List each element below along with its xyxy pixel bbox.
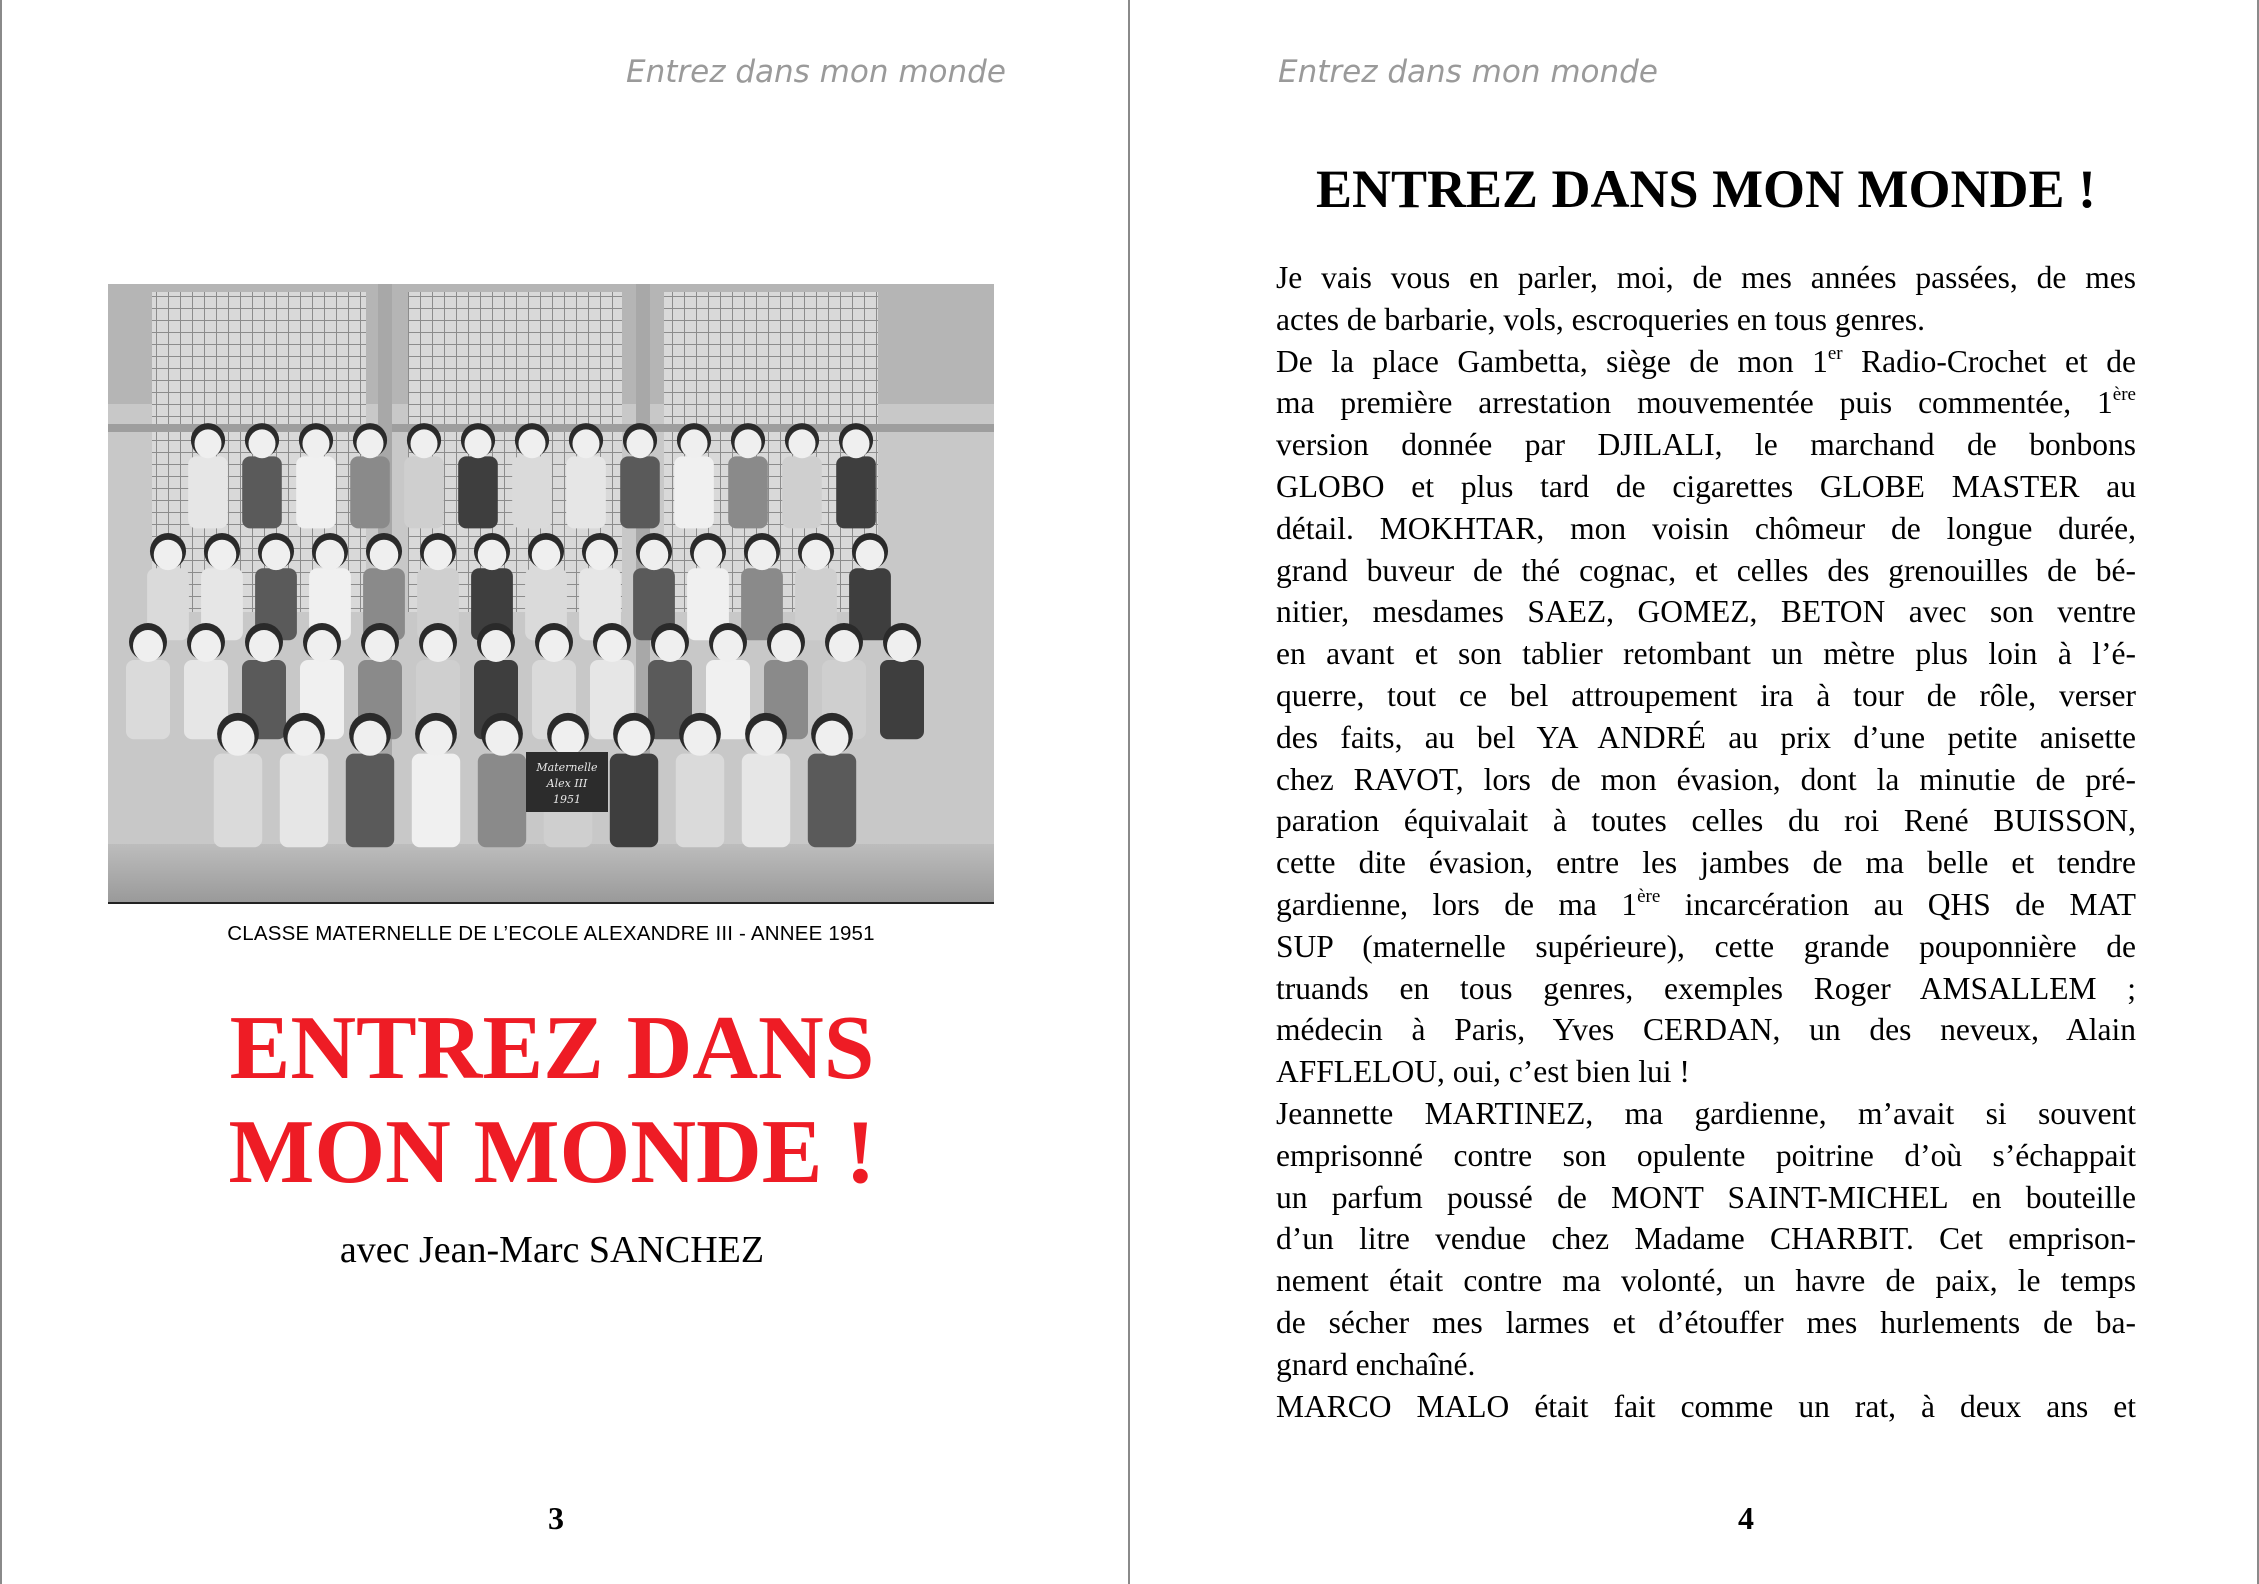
child-face bbox=[856, 540, 885, 570]
body-line bbox=[1276, 591, 2136, 633]
body-line bbox=[1276, 1344, 2136, 1386]
child-figure bbox=[350, 456, 390, 528]
child-face bbox=[307, 630, 337, 662]
child-figure bbox=[808, 754, 856, 848]
body-text-run: MARCO MALO était fait comme un rat, à deux ans et bbox=[1276, 1388, 2136, 1424]
body-line bbox=[1276, 1135, 2136, 1177]
chapter-title: ENTREZ DANS MON MONDE ! bbox=[1315, 159, 2097, 219]
ordinal-superscript: ère bbox=[2112, 384, 2136, 406]
body-line bbox=[1276, 1051, 2136, 1093]
body-text-run: médecin à Paris, Yves CERDAN, un des neveux, Alain bbox=[1276, 1012, 2136, 1048]
body-line bbox=[1276, 717, 2136, 759]
child-face bbox=[802, 540, 831, 570]
author-byline: avec Jean-Marc SANCHEZ bbox=[339, 1229, 765, 1271]
body-text-run: gnard enchaîné. bbox=[1276, 1346, 1476, 1382]
child-face bbox=[713, 630, 743, 662]
child-face bbox=[481, 630, 511, 662]
child-face bbox=[789, 429, 816, 458]
body-line bbox=[1276, 1009, 2136, 1051]
child-face bbox=[694, 540, 723, 570]
child-face bbox=[618, 721, 651, 756]
body-text-run: d’un litre vendue chez Madame CHARBIT. Cet emprison- bbox=[1276, 1221, 2136, 1257]
child-face bbox=[681, 429, 708, 458]
body-text-run: Radio-Crochet et de bbox=[1842, 343, 2136, 379]
child-face bbox=[370, 540, 399, 570]
child-face bbox=[829, 630, 859, 662]
body-text-run: GLOBO et plus tard de cigarettes GLOBE MASTER au bbox=[1276, 468, 2136, 504]
body-text-run: AFFLELOU, oui, c’est bien lui ! bbox=[1276, 1054, 1690, 1090]
child-face bbox=[771, 630, 801, 662]
child-face bbox=[735, 429, 762, 458]
child-figure bbox=[478, 754, 526, 848]
child-face bbox=[222, 721, 255, 756]
body-line bbox=[1276, 926, 2136, 968]
cover-title-line-2: MON MONDE ! bbox=[228, 1101, 876, 1202]
body-text bbox=[1276, 257, 2136, 1427]
child-face bbox=[887, 630, 917, 662]
body-line bbox=[1276, 341, 2136, 383]
child-figure bbox=[280, 754, 328, 848]
child-face bbox=[532, 540, 561, 570]
child-face bbox=[748, 540, 777, 570]
right-page bbox=[1130, 0, 2257, 1584]
body-line bbox=[1276, 884, 2136, 926]
child-face bbox=[478, 540, 507, 570]
body-line bbox=[1276, 633, 2136, 675]
child-face bbox=[586, 540, 615, 570]
child-figure bbox=[782, 456, 822, 528]
body-text-run: cette dite évasion, entre les jambes de ma belle et tendre bbox=[1276, 845, 2136, 881]
child-face bbox=[573, 429, 600, 458]
photo-caption: CLASSE MATERNELLE DE L’ECOLE ALEXANDRE III - ANNEE 1951 bbox=[227, 922, 875, 945]
class-photo-image bbox=[108, 284, 994, 902]
child-face bbox=[249, 630, 279, 662]
body-line bbox=[1276, 466, 2136, 508]
child-figure bbox=[674, 456, 714, 528]
body-text-run: SUP (maternelle supérieure), cette grande pouponnière de bbox=[1276, 928, 2136, 964]
child-face bbox=[133, 630, 163, 662]
child-figure bbox=[512, 456, 552, 528]
child-figure bbox=[566, 456, 606, 528]
child-face bbox=[640, 540, 669, 570]
page-number-left: 3 bbox=[548, 1500, 564, 1536]
body-line bbox=[1276, 1302, 2136, 1344]
body-line bbox=[1276, 382, 2136, 424]
running-head-right: Entrez dans mon monde bbox=[1278, 54, 1658, 90]
child-figure bbox=[458, 456, 498, 528]
class-sign-line-1: Maternelle bbox=[536, 761, 598, 774]
child-figure bbox=[610, 754, 658, 848]
ordinal-superscript: er bbox=[1827, 342, 1843, 364]
body-text-run: incarcération au QHS de MAT bbox=[1660, 886, 2136, 922]
child-face bbox=[303, 429, 330, 458]
page-number-right: 4 bbox=[1738, 1500, 1754, 1536]
child-face bbox=[684, 721, 717, 756]
child-face bbox=[154, 540, 183, 570]
body-text-run: ma première arrestation mouvementée puis commentée, 1 bbox=[1276, 385, 2113, 421]
body-line bbox=[1276, 800, 2136, 842]
body-text-run: un parfum poussé de MONT SAINT-MICHEL en bouteille bbox=[1276, 1179, 2136, 1215]
child-face bbox=[354, 721, 387, 756]
child-face bbox=[316, 540, 345, 570]
child-face bbox=[519, 429, 546, 458]
child-face bbox=[655, 630, 685, 662]
child-face bbox=[411, 429, 438, 458]
body-text-run: truands en tous genres, exemples Roger AMSALLEM ; bbox=[1276, 970, 2136, 1006]
body-text-run: nitier, mesdames SAEZ, GOMEZ, BETON avec son ventre bbox=[1276, 594, 2136, 630]
body-text-run: De la place Gambetta, siège de mon 1 bbox=[1276, 343, 1828, 379]
child-figure bbox=[346, 754, 394, 848]
body-text-run: querre, tout ce bel attroupement ira à tour de rôle, verser bbox=[1276, 677, 2136, 713]
body-line bbox=[1276, 1093, 2136, 1135]
child-face bbox=[843, 429, 870, 458]
child-face bbox=[365, 630, 395, 662]
child-face bbox=[249, 429, 276, 458]
class-sign-line-3: 1951 bbox=[553, 793, 581, 806]
class-sign-line-2: Alex III bbox=[546, 777, 588, 790]
child-face bbox=[597, 630, 627, 662]
child-figure bbox=[126, 660, 170, 739]
child-figure bbox=[880, 660, 924, 739]
child-figure bbox=[836, 456, 876, 528]
child-figure bbox=[214, 754, 262, 848]
child-figure bbox=[620, 456, 660, 528]
child-face bbox=[191, 630, 221, 662]
body-text-run: Jeannette MARTINEZ, ma gardienne, m’avait si souvent bbox=[1276, 1095, 2136, 1131]
body-text-run: Je vais vous en parler, moi, de mes années passées, de mes bbox=[1276, 260, 2136, 295]
body-text-run: paration équivalait à toutes celles du roi René BUISSON, bbox=[1276, 803, 2136, 839]
body-line bbox=[1276, 508, 2136, 550]
body-line bbox=[1276, 1218, 2136, 1260]
body-text-run: détail. MOKHTAR, mon voisin chômeur de longue durée, bbox=[1276, 510, 2136, 546]
body-text-run: grand buveur de thé cognac, et celles des grenouilles de bé- bbox=[1276, 552, 2136, 588]
child-face bbox=[465, 429, 492, 458]
body-text-run: chez RAVOT, lors de mon évasion, dont la minutie de pré- bbox=[1276, 761, 2136, 797]
child-face bbox=[420, 721, 453, 756]
child-face bbox=[486, 721, 519, 756]
child-face bbox=[750, 721, 783, 756]
running-head-left: Entrez dans mon monde bbox=[626, 54, 1006, 90]
child-face bbox=[288, 721, 321, 756]
child-face bbox=[816, 721, 849, 756]
ordinal-superscript: ère bbox=[1637, 885, 1661, 907]
child-face bbox=[195, 429, 222, 458]
child-figure bbox=[404, 456, 444, 528]
body-line bbox=[1276, 299, 2136, 341]
body-text-run: actes de barbarie, vols, escroqueries en tous genres. bbox=[1276, 301, 1925, 337]
child-figure bbox=[242, 456, 282, 528]
body-text-run: de sécher mes larmes et d’étouffer mes hurlements de ba- bbox=[1276, 1304, 2136, 1340]
body-line bbox=[1276, 550, 2136, 592]
child-figure bbox=[188, 456, 228, 528]
body-text-run: en avant et son tablier retombant un mètre plus loin à l’é- bbox=[1276, 636, 2136, 672]
body-line bbox=[1276, 424, 2136, 466]
body-line bbox=[1276, 1177, 2136, 1219]
child-face bbox=[552, 721, 585, 756]
class-photo bbox=[108, 284, 994, 904]
body-line bbox=[1276, 968, 2136, 1010]
child-face bbox=[262, 540, 291, 570]
body-text-run: emprisonné contre son opulente poitrine d’où s’échappait bbox=[1276, 1137, 2136, 1173]
cover-title-line-1: ENTREZ DANS bbox=[229, 997, 875, 1098]
left-page bbox=[2, 0, 1128, 1584]
child-figure bbox=[728, 456, 768, 528]
child-face bbox=[357, 429, 384, 458]
cover-title bbox=[62, 996, 1042, 1204]
child-figure bbox=[742, 754, 790, 848]
child-face bbox=[423, 630, 453, 662]
child-figure bbox=[412, 754, 460, 848]
body-line bbox=[1276, 257, 2136, 299]
child-face bbox=[539, 630, 569, 662]
child-figure bbox=[296, 456, 336, 528]
child-face bbox=[424, 540, 453, 570]
child-face bbox=[627, 429, 654, 458]
body-text-run: gardienne, lors de ma 1 bbox=[1276, 886, 1638, 922]
body-line bbox=[1276, 1386, 2136, 1428]
body-line bbox=[1276, 1260, 2136, 1302]
body-line bbox=[1276, 759, 2136, 801]
body-line bbox=[1276, 842, 2136, 884]
body-text-run: nement était contre ma volonté, un havre de paix, le temps bbox=[1276, 1263, 2136, 1299]
body-line bbox=[1276, 675, 2136, 717]
body-text-run: des faits, au bel YA ANDRÉ au prix d’une petite anisette bbox=[1276, 719, 2136, 755]
body-text-run: version donnée par DJILALI, le marchand de bonbons bbox=[1276, 427, 2136, 463]
child-face bbox=[208, 540, 237, 570]
child-figure bbox=[676, 754, 724, 848]
